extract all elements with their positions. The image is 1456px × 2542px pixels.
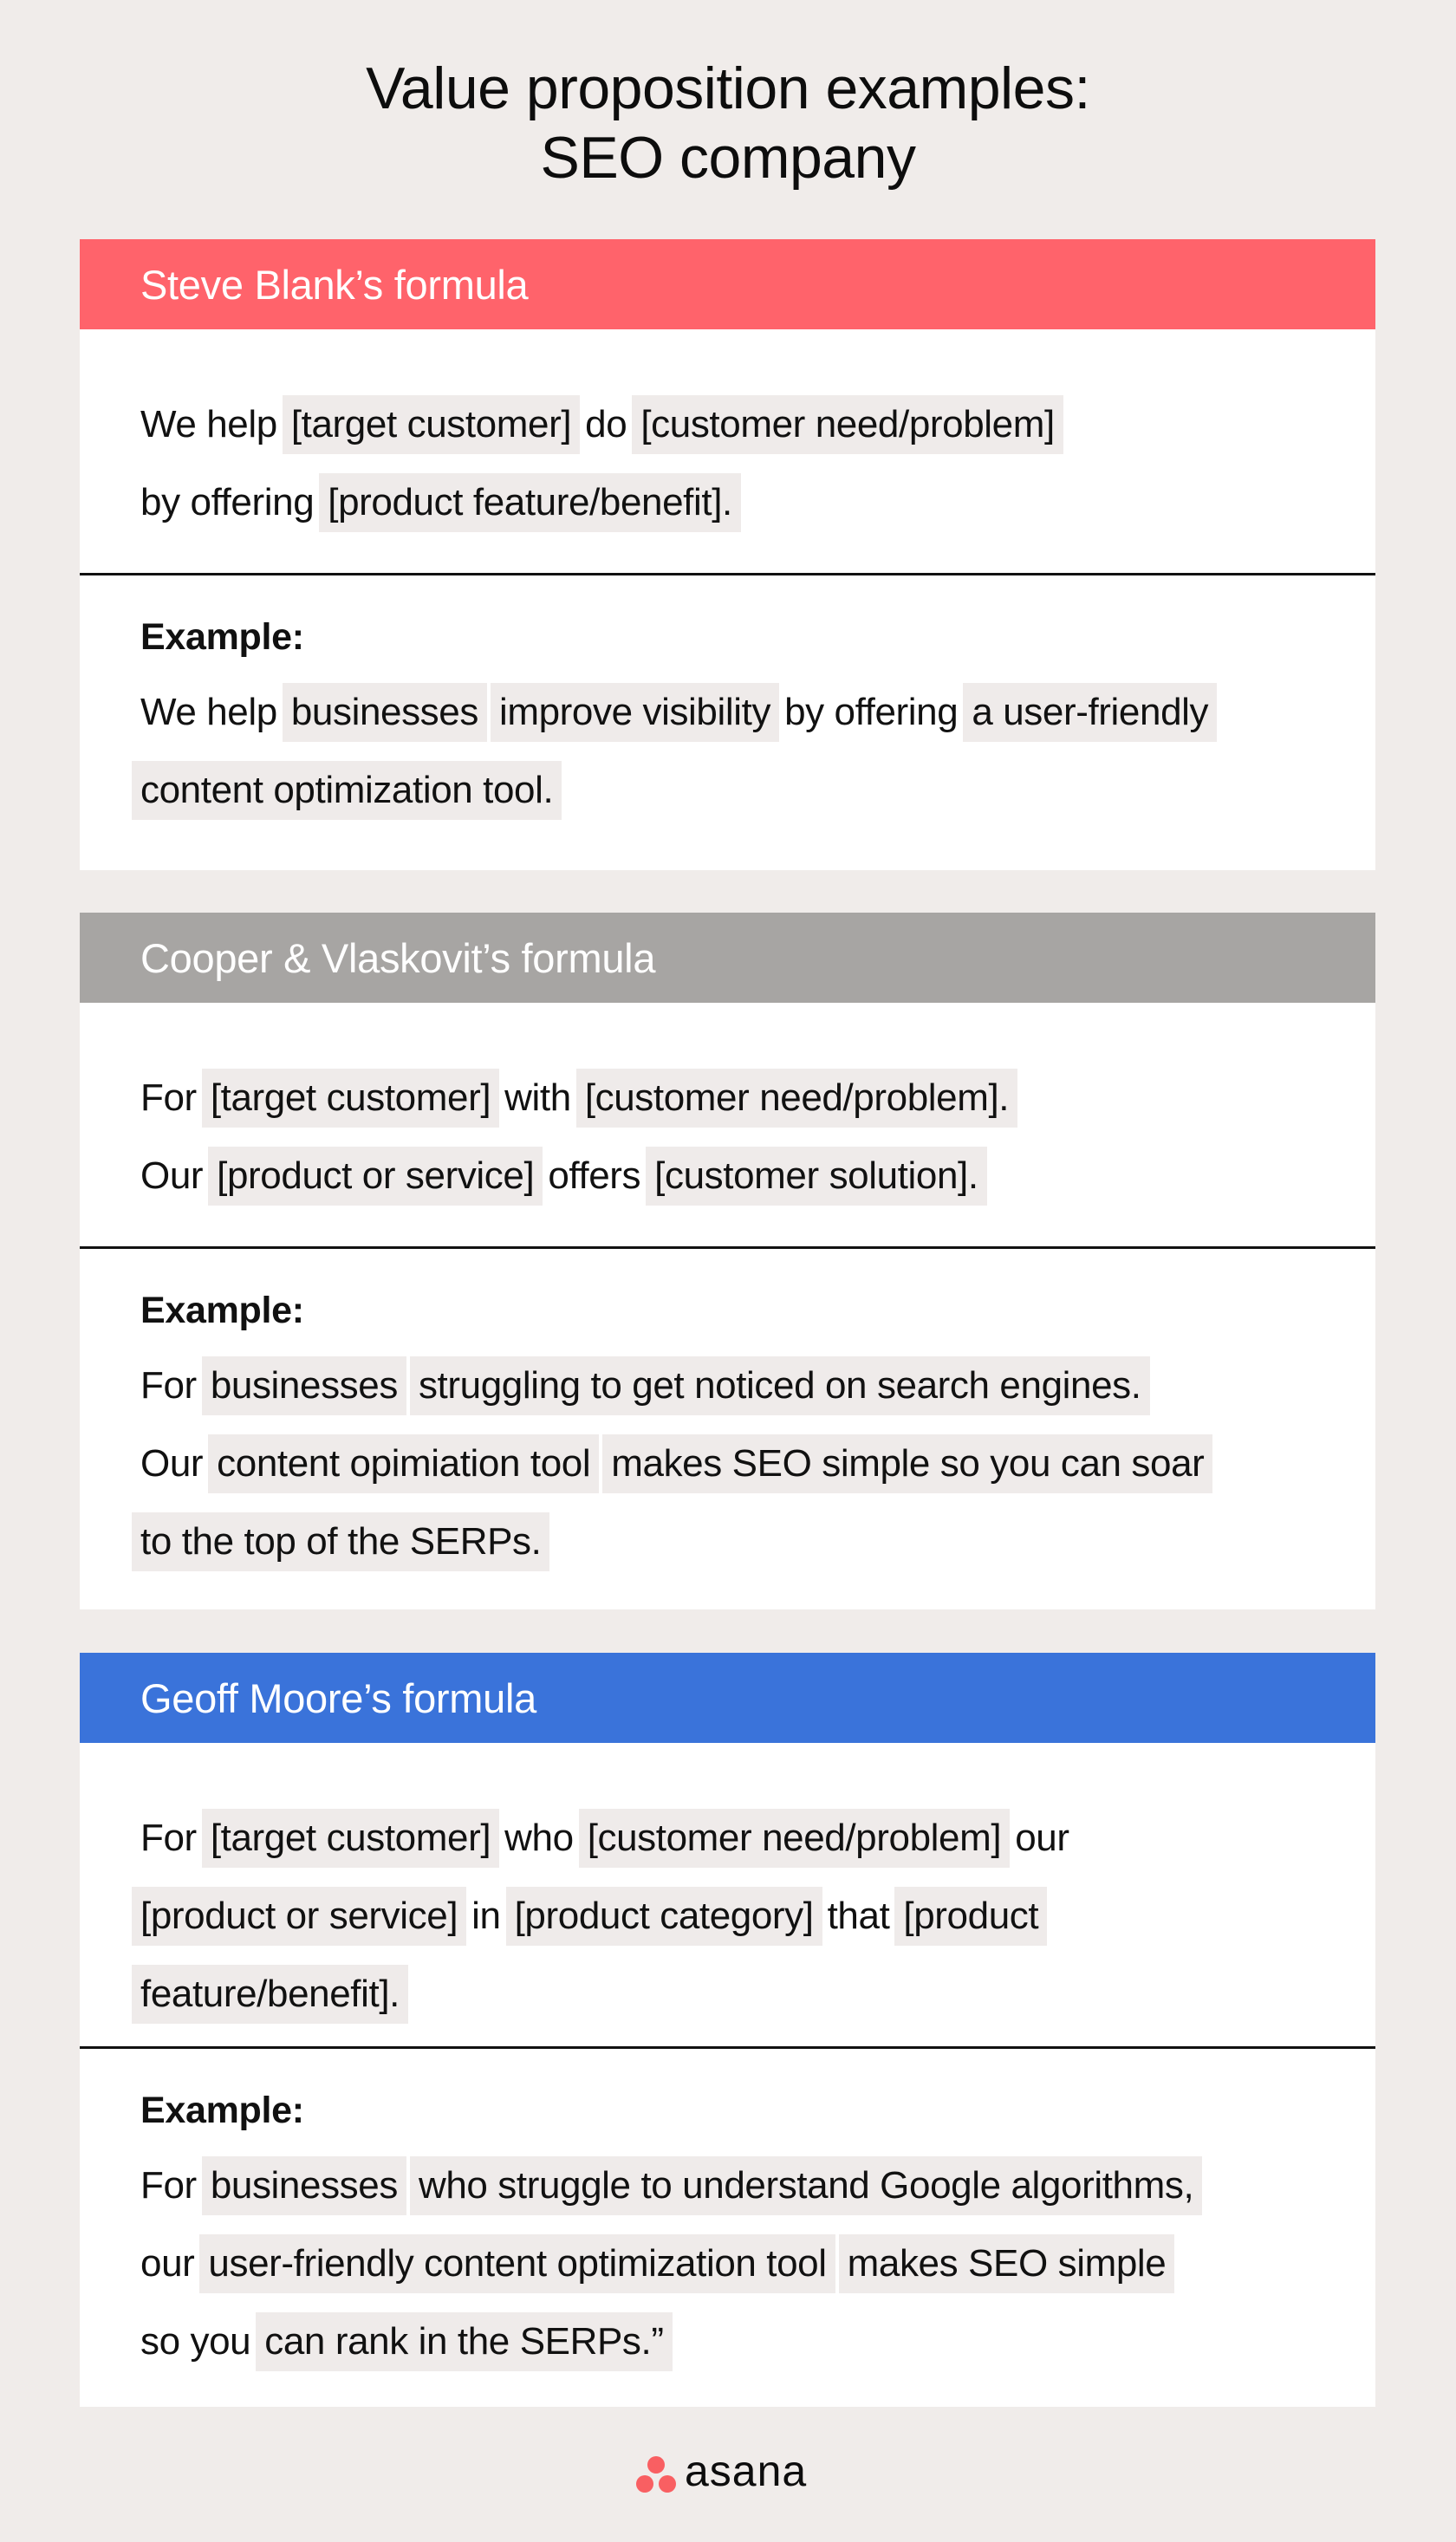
example-section (80, 575, 1375, 828)
text-segment: We help (140, 691, 277, 734)
card-header-title: Cooper & Vlaskovit’s formula (140, 934, 656, 981)
text-line (140, 672, 1341, 750)
highlighted-segment: user-friendly content optimization tool (199, 2234, 835, 2293)
text-segment: by offering (784, 691, 959, 734)
highlighted-segment: makes SEO simple (839, 2234, 1175, 2293)
card-geoff-moore (80, 1653, 1375, 2407)
text-segment: offers (548, 1154, 641, 1198)
highlighted-segment: [product or service] (208, 1147, 543, 1206)
highlighted-segment: content optimization tool. (132, 761, 562, 820)
asana-three-dots-icon (636, 2456, 676, 2493)
text-segment: do (585, 403, 627, 446)
asana-wordmark: asana (685, 2447, 808, 2495)
highlighted-segment: [customer need/problem] (579, 1809, 1011, 1868)
highlighted-segment: makes SEO simple so you can soar (602, 1434, 1212, 1493)
text-line (140, 750, 1341, 828)
formula-section (80, 329, 1375, 573)
highlighted-segment: a user-friendly (963, 683, 1217, 742)
text-segment: with (504, 1076, 571, 1120)
page-title-line-2: SEO company (540, 125, 916, 191)
card-header (80, 1653, 1375, 1743)
card-header (80, 913, 1375, 1003)
highlighted-segment: can rank in the SERPs.” (256, 2312, 672, 2371)
text-line (140, 1135, 1341, 1213)
example-section (80, 2049, 1375, 2379)
text-line (140, 2301, 1341, 2379)
highlighted-segment: [product feature/benefit]. (319, 473, 741, 532)
highlighted-segment: [product (894, 1887, 1047, 1946)
highlighted-segment: businesses (283, 683, 487, 742)
card-cooper-vlaskovit (80, 913, 1375, 1609)
highlighted-segment: [customer need/problem] (632, 395, 1063, 454)
text-segment: For (140, 1364, 197, 1408)
text-segment: by offering (140, 481, 315, 524)
card-header-title: Geoff Moore’s formula (140, 1674, 536, 1721)
highlighted-segment: who struggle to understand Google algorithms, (410, 2156, 1202, 2215)
highlighted-segment: [product or service] (132, 1887, 466, 1946)
text-line (140, 1423, 1341, 1501)
highlighted-segment: improve visibility (491, 683, 779, 742)
card-steve-blank (80, 239, 1375, 870)
text-line (140, 1057, 1341, 1135)
page-title (0, 54, 1456, 192)
text-line (140, 1954, 1341, 2032)
text-segment: For (140, 2164, 197, 2207)
text-segment: For (140, 1817, 197, 1860)
highlighted-segment: [target customer] (202, 1809, 499, 1868)
highlighted-segment: to the top of the SERPs. (132, 1512, 549, 1571)
asana-logo (636, 2447, 808, 2495)
text-segment: Our (140, 1442, 204, 1486)
highlighted-segment: feature/benefit]. (132, 1965, 408, 2024)
example-section (80, 1249, 1375, 1579)
text-segment: so you (140, 2320, 251, 2363)
text-segment: our (1015, 1817, 1069, 1860)
formula-section (80, 1743, 1375, 2046)
highlighted-segment: [customer solution]. (646, 1147, 987, 1206)
text-segment: For (140, 1076, 197, 1120)
highlighted-segment: [target customer] (283, 395, 580, 454)
text-line (140, 1345, 1341, 1423)
text-line (140, 2145, 1341, 2223)
text-segment: in (471, 1895, 501, 1938)
text-line (140, 1876, 1341, 1954)
highlighted-segment: struggling to get noticed on search engines. (410, 1356, 1150, 1415)
highlighted-segment: [product category] (506, 1887, 822, 1946)
text-line (140, 1798, 1341, 1876)
formula-section (80, 1003, 1375, 1246)
text-segment: our (140, 2242, 195, 2285)
text-line (140, 2223, 1341, 2301)
example-label: Example: (140, 616, 304, 658)
text-line (140, 462, 1341, 540)
highlighted-segment: businesses (202, 2156, 406, 2215)
highlighted-segment: [target customer] (202, 1069, 499, 1128)
highlighted-segment: businesses (202, 1356, 406, 1415)
card-header-title: Steve Blank’s formula (140, 261, 529, 308)
text-line (140, 384, 1341, 462)
text-segment: Our (140, 1154, 204, 1198)
card-header (80, 239, 1375, 329)
page-title-line-1: Value proposition examples: (366, 55, 1090, 121)
highlighted-segment: content opimiation tool (208, 1434, 599, 1493)
example-label: Example: (140, 1290, 304, 1331)
text-line (140, 1501, 1341, 1579)
highlighted-segment: [customer need/problem]. (576, 1069, 1017, 1128)
text-segment: that (827, 1895, 890, 1938)
text-segment: who (504, 1817, 574, 1860)
text-segment: We help (140, 403, 277, 446)
example-label: Example: (140, 2090, 304, 2131)
